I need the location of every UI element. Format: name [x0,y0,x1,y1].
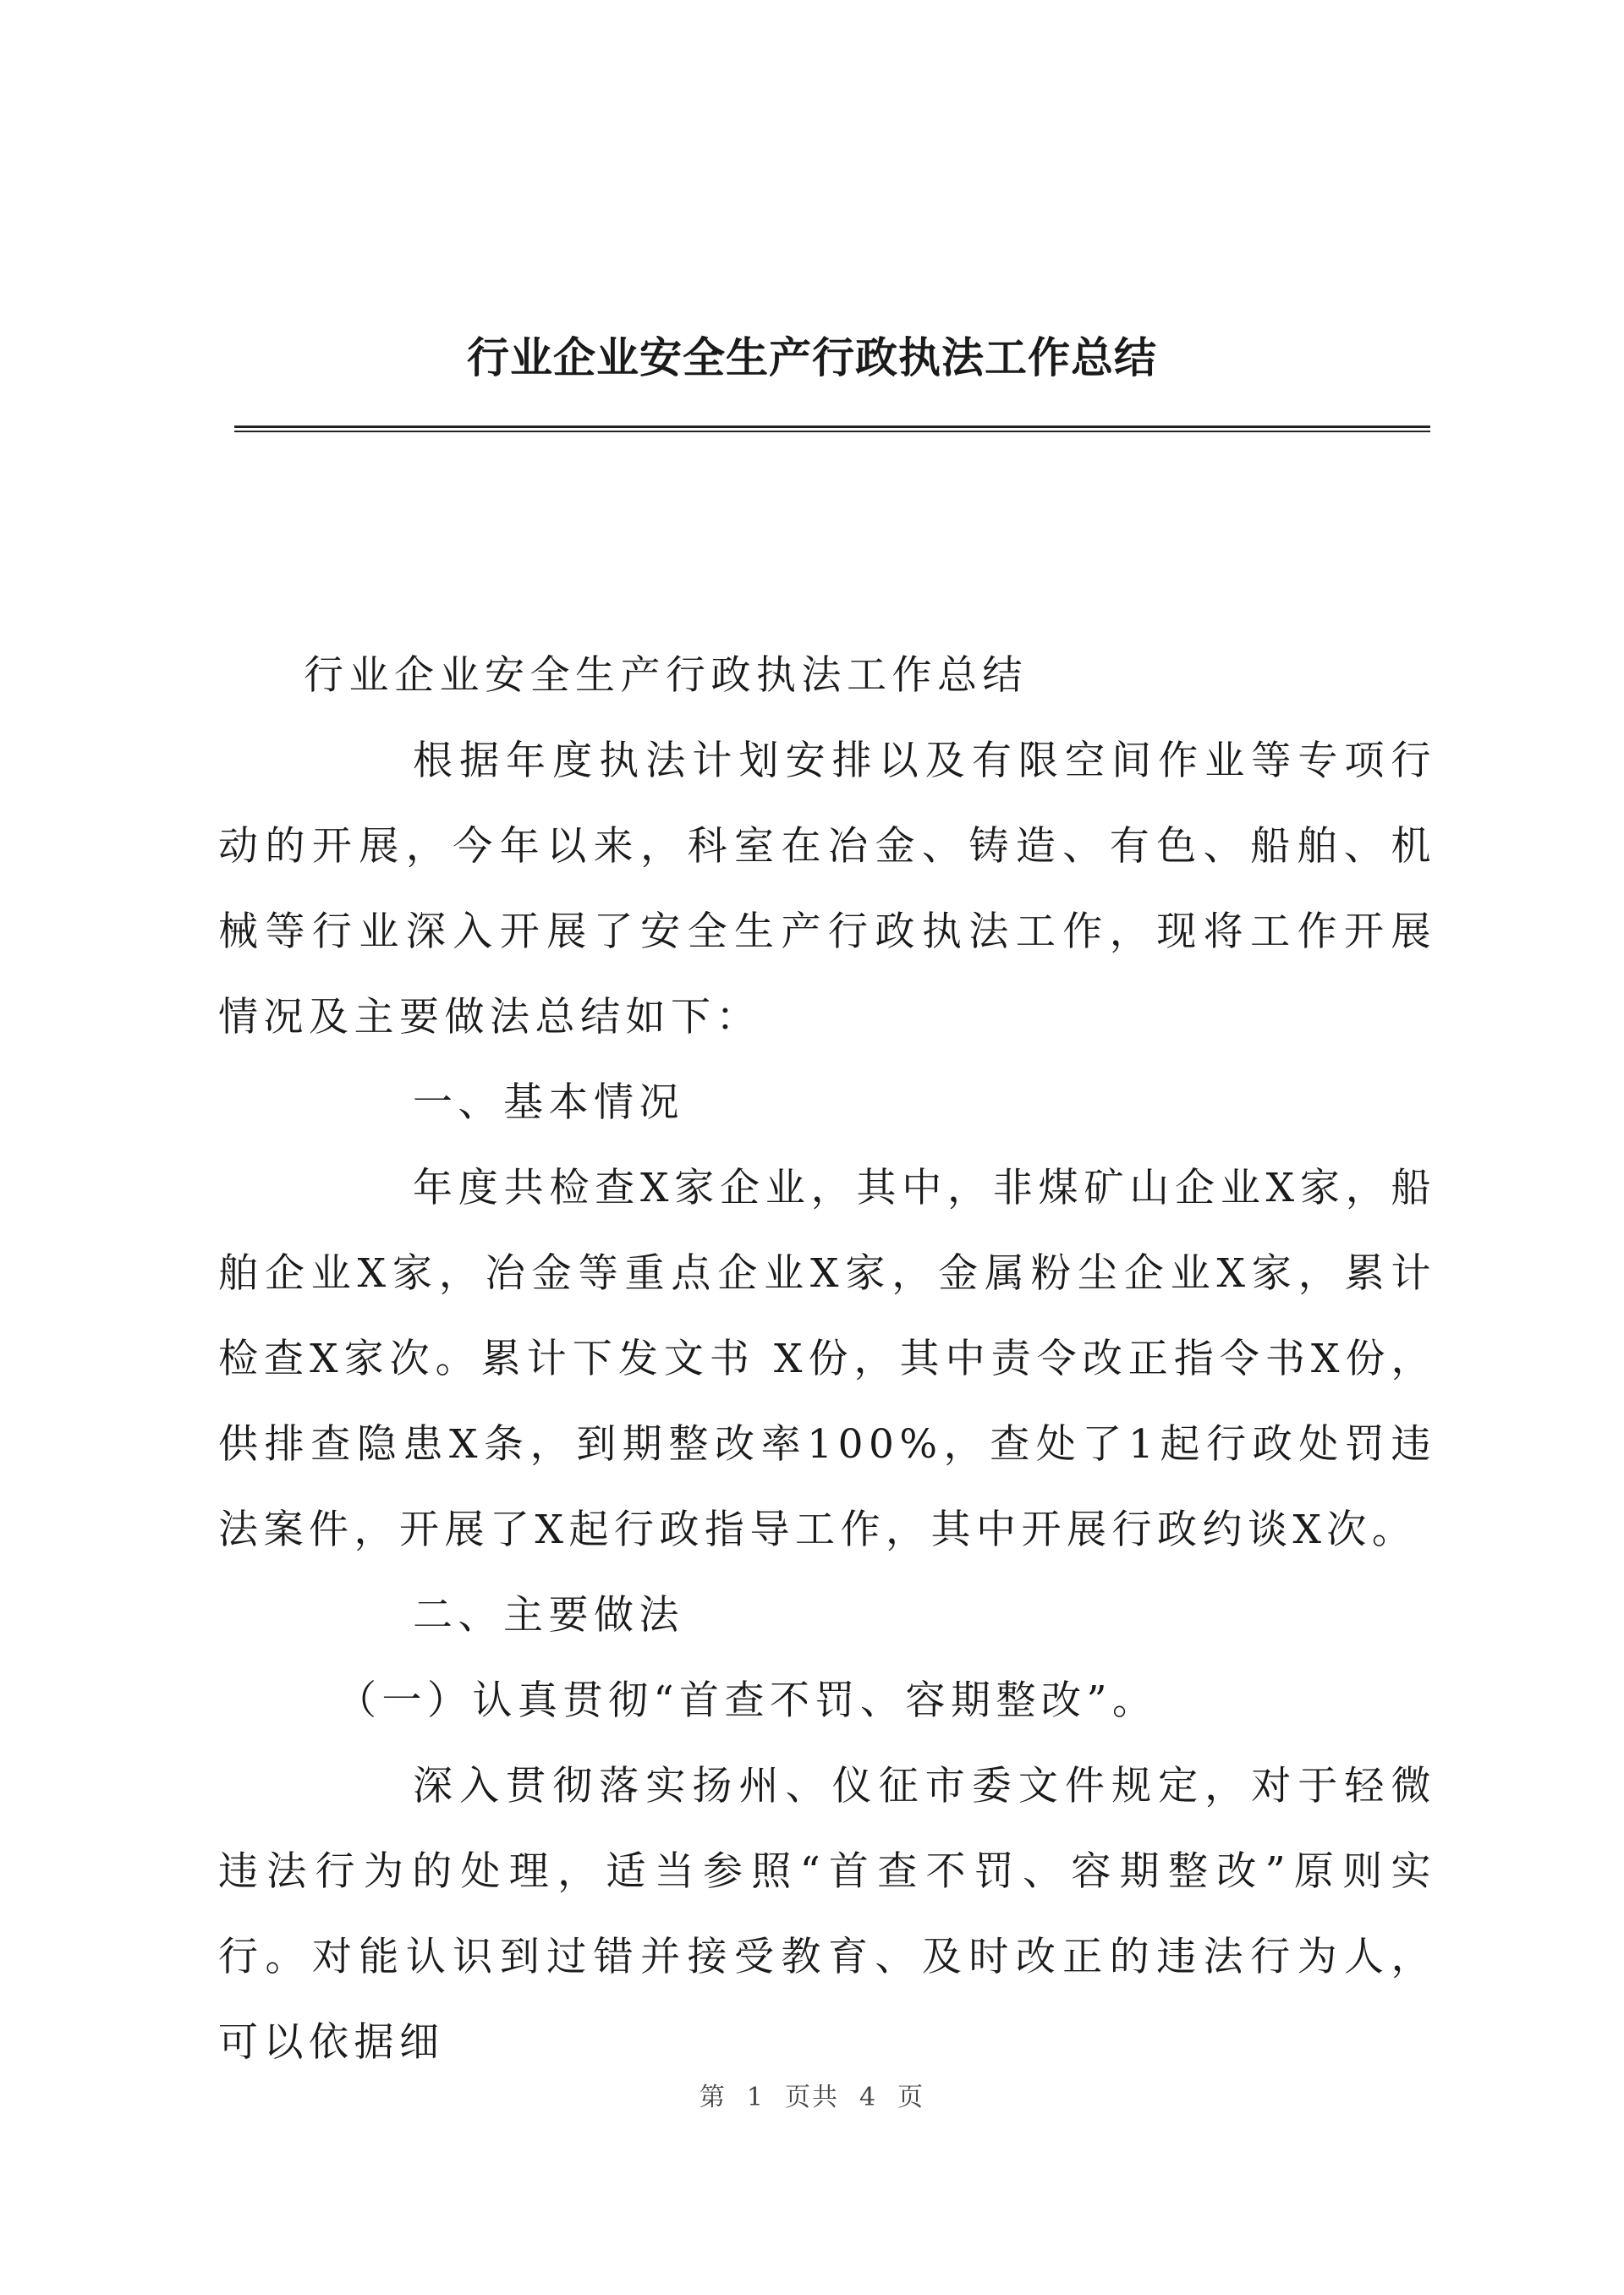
document-body [218,633,1436,2085]
footer-page-number: 1 [746,2083,765,2112]
body-paragraph: 深入贯彻落实扬州、仪征市委文件规定，对于轻微违法行为的处理，适当参照“首查不罚、容期整改”原则实行。对能认识到过错并接受教育、及时改正的违法行为人，可以依据细 [218,1763,1436,2066]
section-heading: 一、基本情况 [413,1079,684,1126]
page-footer [0,2076,1624,2113]
footer-suffix: 页 [897,2083,925,2112]
body-heading: 行业企业安全生产行政执法工作总结 [304,652,1028,699]
document-title: 行业企业安全生产行政执法工作总结 [467,332,1157,382]
subsection-heading: （一）认真贯彻“首查不罚、容期整改”。 [337,1677,1158,1724]
title-divider [234,426,1430,432]
body-paragraph: 根据年度执法计划安排以及有限空间作业等专项行动的开展，今年以来，科室在冶金、铸造、有色、船舶、机械等行业深入开展了安全生产行政执法工作，现将工作开展情况及主要做法总结如下： [218,738,1436,1040]
footer-total-pages: 4 [859,2083,878,2112]
section-heading: 二、主要做法 [413,1592,684,1639]
body-paragraph: 年度共检查X家企业，其中，非煤矿山企业X家，船舶企业X家，冶金等重点企业X家，金属粉尘企业X家，累计检查X家次。累计下发文书 X份，其中责令改正指令书X份，供排查隐患X条，到期整改率100%，查处了1起行政处罚违法案件，开展了X起行政指导工作，其中开展行政约谈X次。 [218,1165,1436,1553]
footer-mid: 页共 [785,2083,839,2112]
footer-prefix: 第 [699,2083,727,2112]
